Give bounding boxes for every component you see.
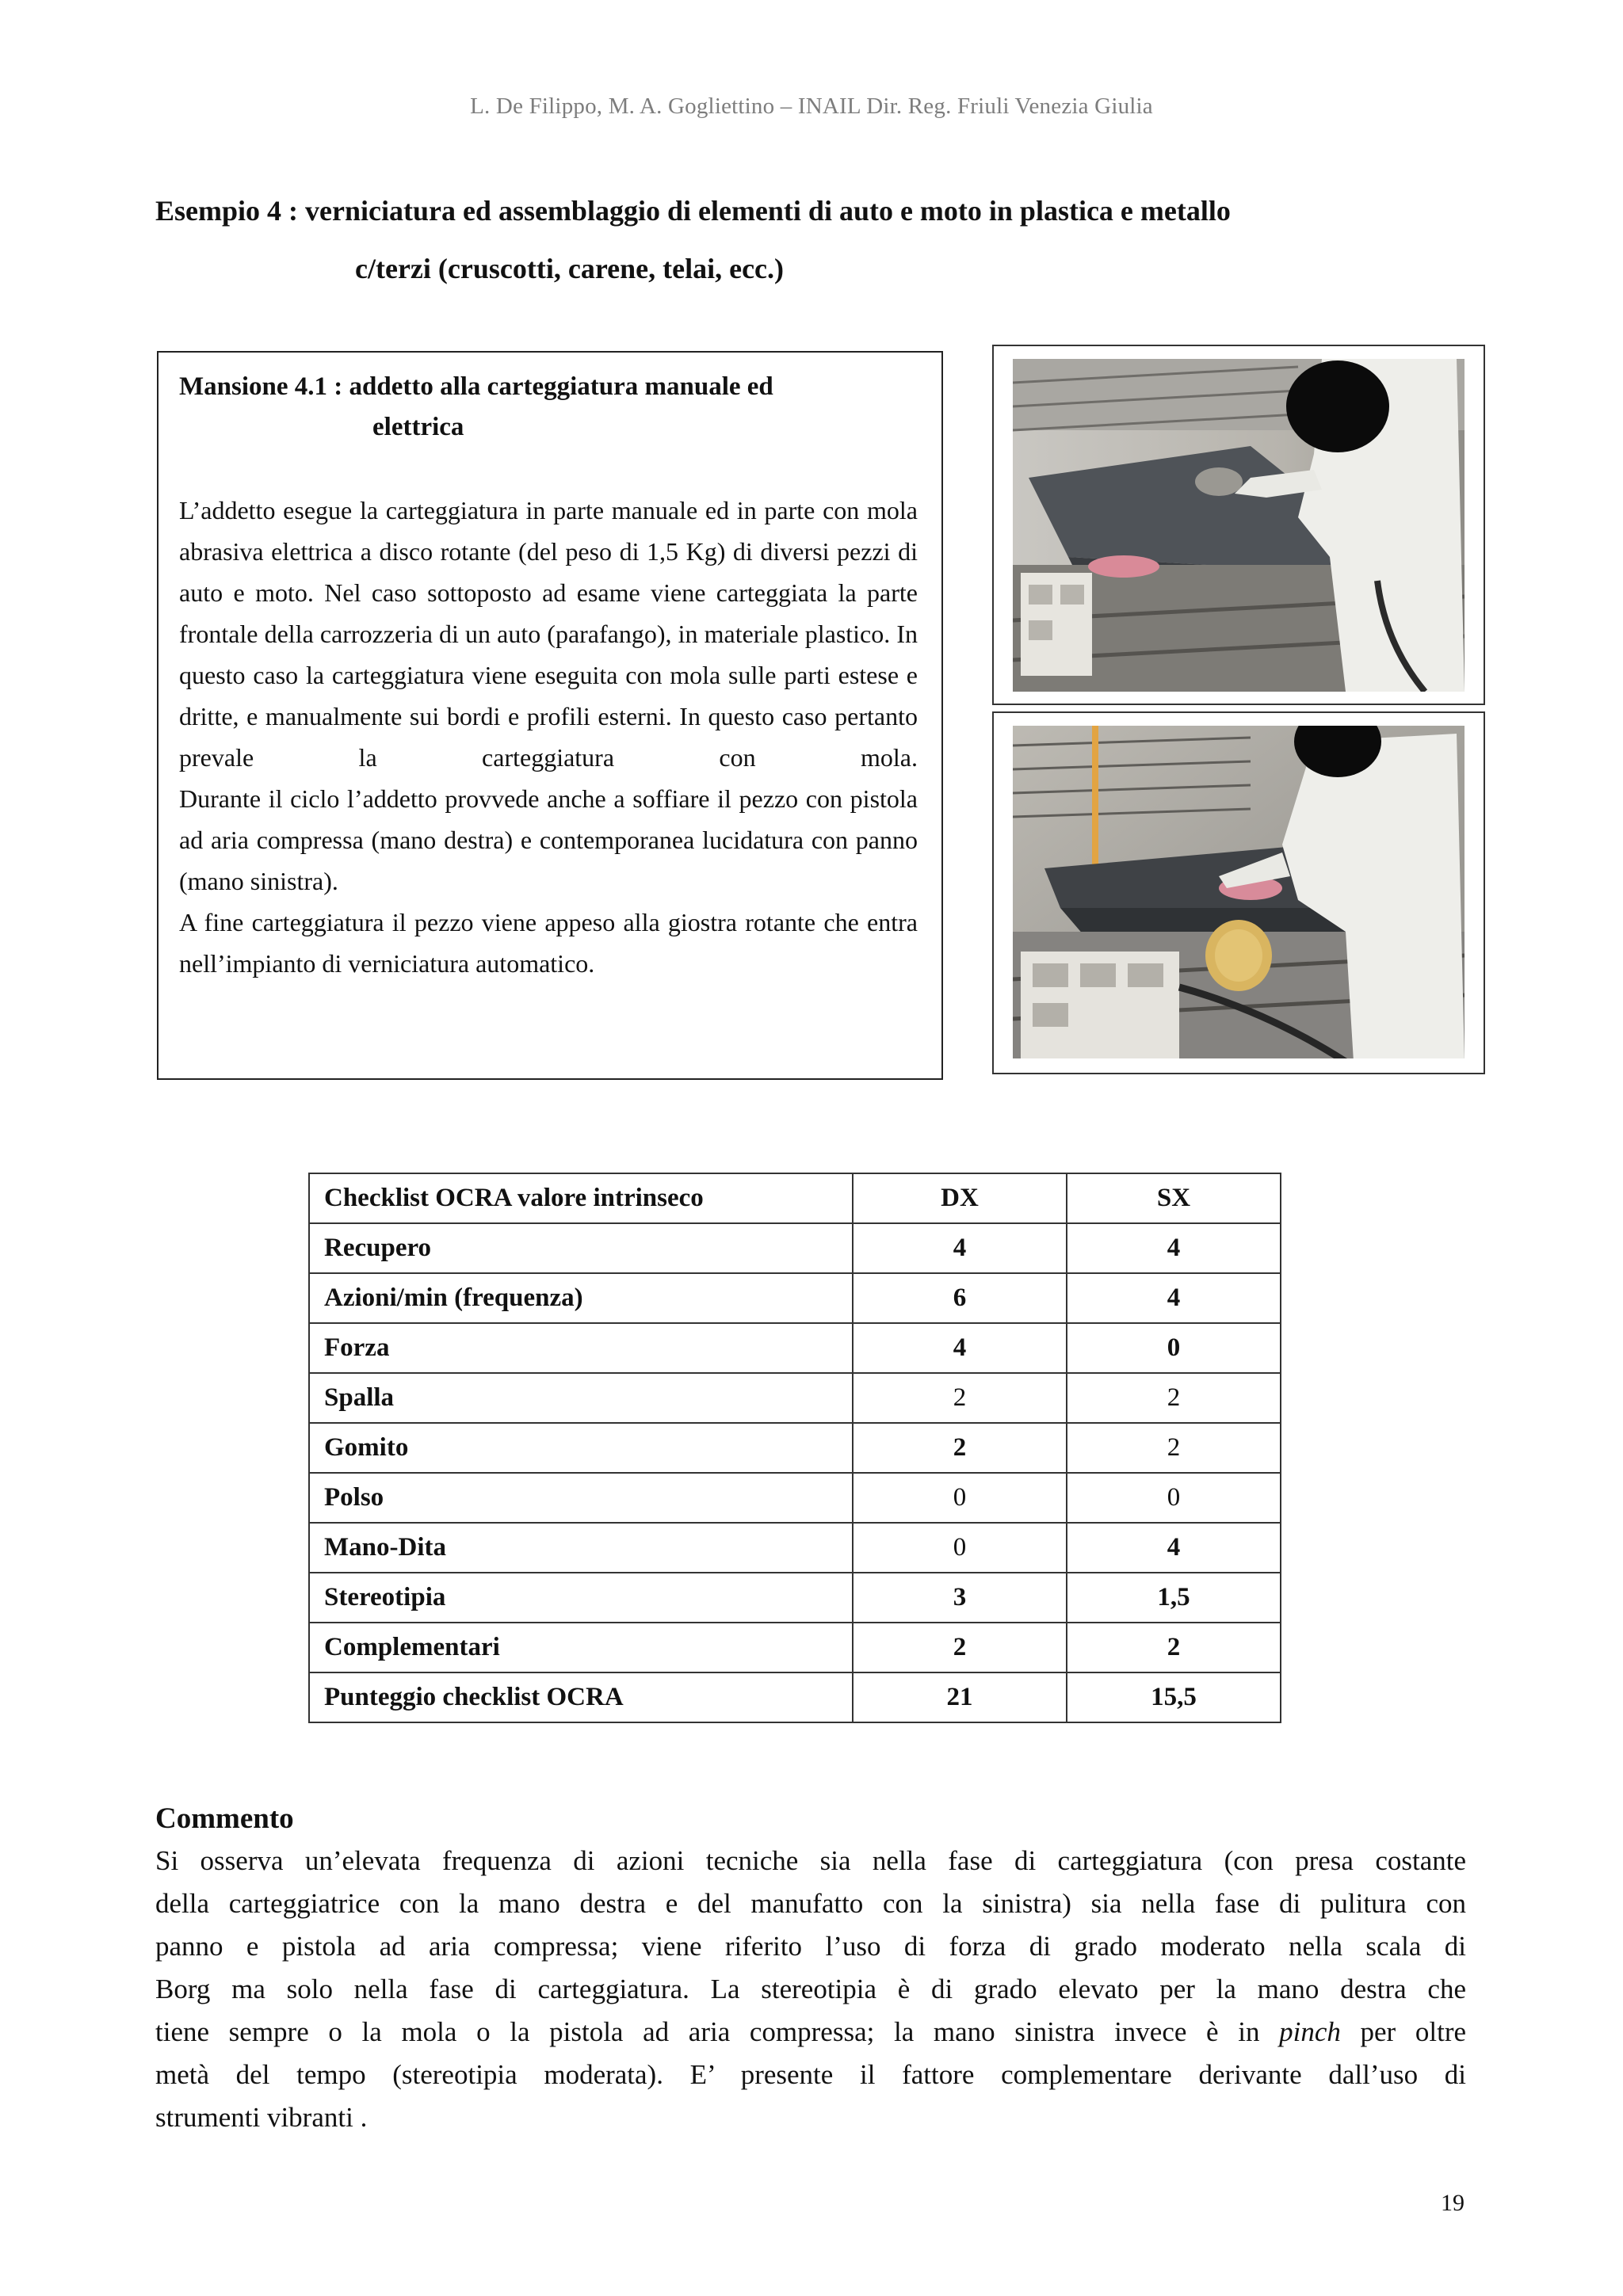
dx-value: 4: [853, 1323, 1067, 1373]
table-row: [309, 1623, 1281, 1672]
photo-frame: [992, 711, 1485, 1074]
sx-value: 1,5: [1067, 1573, 1281, 1623]
row-label: Spalla: [309, 1373, 853, 1423]
comment-line: Borg ma solo nella fase di carteggiatura. La stereotipia è di grado elevato per la mano destra che: [155, 1974, 1466, 2004]
comment-line: strumenti vibranti .: [155, 2102, 368, 2133]
comment-heading: Commento: [155, 1802, 294, 1835]
task-paragraph: Durante il ciclo l’addetto provvede anche a soffiare il pezzo con pistola ad aria compressa (mano destra) e contemporanea lucidatura con panno (mano sinistra).: [179, 784, 918, 895]
worker-sanding-photo: [1013, 359, 1465, 692]
row-label: Azioni/min (frequenza): [309, 1273, 853, 1323]
task-paragraph: L’addetto esegue la carteggiatura in parte manuale ed in parte con mola abrasiva elettrica a disco rotante (del peso di 1,5 Kg) di diversi pezzi di auto e moto. Nel caso sottoposto ad esame viene carteggiata la parte frontale della carrozzeria di un auto (parafango), in materiale plastico. In questo caso la carteggiatura viene eseguita con mola sulle parti estese e dritte, e manualmente sui bordi e profili esterni. In questo caso pertanto prevale la carteggiatura con mola.: [179, 496, 918, 772]
worker-polishing-photo: [1013, 726, 1465, 1058]
sx-value: 2: [1067, 1623, 1281, 1672]
running-header: L. De Filippo, M. A. Gogliettino – INAIL Dir. Reg. Friuli Venezia Giulia: [470, 93, 1153, 119]
row-label: Forza: [309, 1323, 853, 1373]
sx-value: 0: [1067, 1473, 1281, 1523]
task-paragraph: A fine carteggiatura il pezzo viene appeso alla giostra rotante che entra nell’impianto di verniciatura automatico.: [179, 908, 918, 978]
table-row: [309, 1273, 1281, 1323]
comment-text: [155, 1840, 1466, 2139]
comment-line: panno e pistola ad aria compressa; viene riferito l’uso di forza di grado moderato nella scala di: [155, 1931, 1466, 1962]
comment-line: Si osserva un’elevata frequenza di azioni tecniche sia nella fase di carteggiatura (con presa costante: [155, 1845, 1466, 1876]
dx-value: 0: [853, 1473, 1067, 1523]
photo-frame: [992, 345, 1485, 705]
comment-line-part: per oltre: [1340, 2016, 1467, 2047]
example-title: Esempio 4 : verniciatura ed assemblaggio di elementi di auto e moto in plastica e metallo: [155, 195, 1231, 227]
dx-value: 2: [853, 1423, 1067, 1473]
dx-value: 2: [853, 1623, 1067, 1672]
table-row: [309, 1423, 1281, 1473]
ocra-checklist-table: [308, 1173, 1281, 1723]
table-total-row: [309, 1672, 1281, 1722]
table-row: [309, 1323, 1281, 1373]
dx-value: 4: [853, 1223, 1067, 1273]
sx-value: 4: [1067, 1223, 1281, 1273]
dx-total: 21: [853, 1672, 1067, 1722]
table-header-row: [309, 1173, 1281, 1223]
task-title-continuation: elettrica: [372, 413, 464, 441]
comment-line: della carteggiatrice con la mano destra e del manufatto con la sinistra) sia nella fase di pulitura con: [155, 1888, 1466, 1919]
dx-value: 3: [853, 1573, 1067, 1623]
sx-value: 2: [1067, 1373, 1281, 1423]
table-row: [309, 1223, 1281, 1273]
page-number: 19: [1441, 2190, 1465, 2216]
row-label: Mano-Dita: [309, 1523, 853, 1573]
sx-total: 15,5: [1067, 1672, 1281, 1722]
table-row: [309, 1373, 1281, 1423]
row-label: Stereotipia: [309, 1573, 853, 1623]
total-label: Punteggio checklist OCRA: [309, 1672, 853, 1722]
comment-line-part: tiene sempre o la mola o la pistola ad aria compressa; la mano sinistra invece è in: [155, 2016, 1280, 2047]
task-description: [179, 490, 918, 984]
comment-line: [155, 2011, 1466, 2054]
sx-value: 4: [1067, 1523, 1281, 1573]
dx-value: 0: [853, 1523, 1067, 1573]
comment-line: metà del tempo (stereotipia moderata). E’ presente il fattore complementare derivante dall’uso di: [155, 2059, 1466, 2090]
row-label: Complementari: [309, 1623, 853, 1672]
column-header-dx: DX: [853, 1173, 1067, 1223]
column-header-sx: SX: [1067, 1173, 1281, 1223]
task-title: Mansione 4.1 : addetto alla carteggiatura manuale ed: [179, 372, 773, 401]
sx-value: 2: [1067, 1423, 1281, 1473]
comment-emphasis: pinch: [1279, 2016, 1341, 2047]
row-label: Gomito: [309, 1423, 853, 1473]
row-label: Recupero: [309, 1223, 853, 1273]
column-header-label: Checklist OCRA valore intrinseco: [309, 1173, 853, 1223]
table-row: [309, 1473, 1281, 1523]
sx-value: 0: [1067, 1323, 1281, 1373]
row-label: Polso: [309, 1473, 853, 1523]
table-row: [309, 1573, 1281, 1623]
table-row: [309, 1523, 1281, 1573]
dx-value: 6: [853, 1273, 1067, 1323]
example-title-continuation: c/terzi (cruscotti, carene, telai, ecc.): [355, 253, 785, 284]
dx-value: 2: [853, 1373, 1067, 1423]
sx-value: 4: [1067, 1273, 1281, 1323]
